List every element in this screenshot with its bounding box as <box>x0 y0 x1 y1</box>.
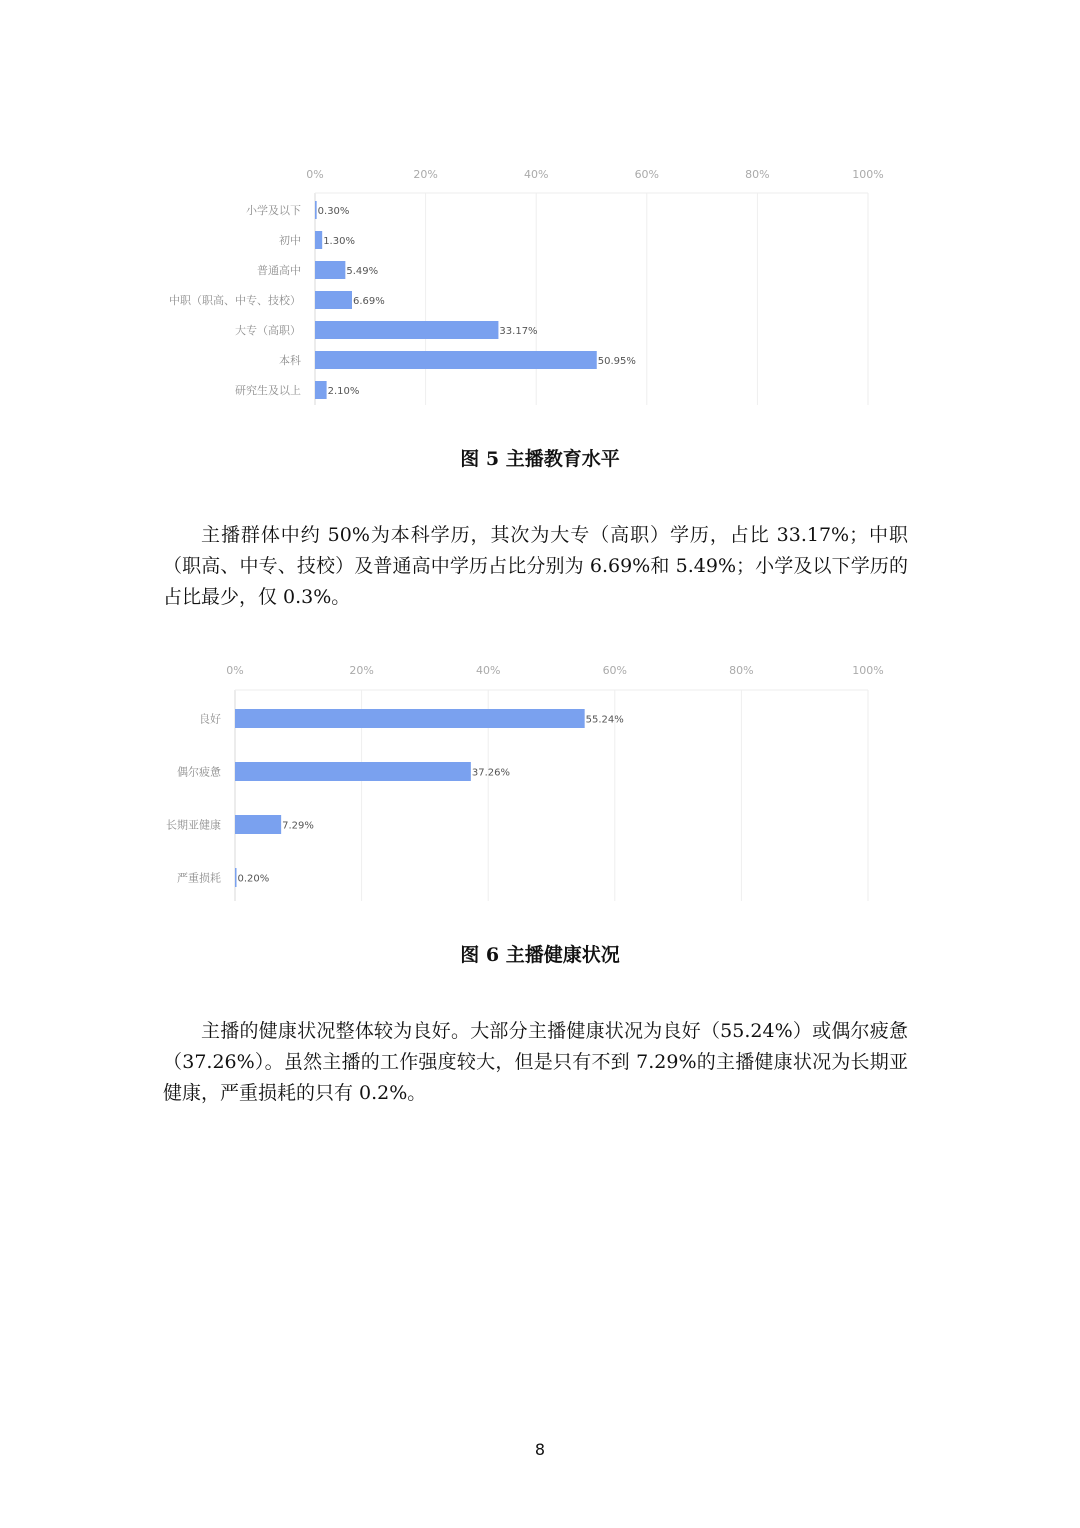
data-label: 5.49% <box>346 266 379 277</box>
data-label: 37.26% <box>471 767 510 779</box>
x-tick-label: 100% <box>852 664 884 677</box>
data-label: 1.30% <box>323 236 355 247</box>
bar <box>235 762 471 781</box>
x-tick-label: 40% <box>523 168 549 181</box>
bar <box>235 815 281 834</box>
bar <box>315 291 352 309</box>
bar <box>315 351 597 369</box>
data-label: 2.10% <box>327 386 360 397</box>
data-label: 50.95% <box>597 356 636 367</box>
category-label: 普通高中 <box>257 264 301 277</box>
x-tick-label: 100% <box>852 168 884 181</box>
health-bar-chart-svg <box>150 656 910 916</box>
data-label: 7.29% <box>282 820 314 832</box>
figure-6-caption: 图 6 主播健康状况 <box>460 944 620 966</box>
category-label: 本科 <box>279 354 301 367</box>
category-label: 偶尔疲惫 <box>177 765 221 779</box>
x-tick-label: 20% <box>413 168 438 181</box>
health-paragraph: 主播的健康状况整体较为良好。大部分主播健康状况为良好（55.24%）或偶尔疲惫（37.26%）。虽然主播的工作强度较大，但是只有不到 7.29%的主播健康状况为长期亚健康，严重损耗的只有 0.2%。 <box>163 1020 908 1104</box>
x-tick-label: 20% <box>349 664 374 677</box>
category-label: 大专（高职） <box>235 324 301 337</box>
x-tick-label: 60% <box>634 168 660 181</box>
education-level-chart <box>150 160 910 420</box>
x-tick-label: 80% <box>729 664 754 677</box>
data-label: 33.17% <box>499 326 538 337</box>
category-label: 长期亚健康 <box>166 818 221 832</box>
bar <box>315 321 498 339</box>
data-label: 0.20% <box>237 873 270 885</box>
education-paragraph: 主播群体中约 50%为本科学历，其次为大专（高职）学历，占比 33.17%；中职（职高、中专、技校）及普通高中学历占比分别为 6.69%和 5.49%；小学及以下学历的占比最少，仅 0.3%。 <box>163 524 908 608</box>
bar <box>315 201 317 219</box>
category-label: 研究生及以上 <box>235 384 301 397</box>
education-bar-chart-svg <box>150 160 910 420</box>
bar <box>235 709 585 728</box>
data-label: 0.30% <box>317 206 350 217</box>
bar <box>235 868 237 887</box>
health-status-chart <box>150 656 910 916</box>
x-tick-label: 0% <box>226 664 244 677</box>
bar <box>315 261 345 279</box>
data-label: 55.24% <box>585 714 624 726</box>
x-tick-label: 40% <box>475 664 501 677</box>
x-tick-label: 80% <box>745 168 770 181</box>
page-number: 8 <box>534 1440 546 1459</box>
bar <box>315 381 327 399</box>
category-label: 初中 <box>279 234 301 247</box>
data-label: 6.69% <box>352 296 385 307</box>
figure-5-caption: 图 5 主播教育水平 <box>460 448 620 470</box>
category-label: 中职（职高、中专、技校） <box>169 294 301 307</box>
category-label: 严重损耗 <box>177 871 221 885</box>
x-tick-label: 60% <box>602 664 628 677</box>
x-tick-label: 0% <box>306 168 324 181</box>
bar <box>315 231 322 249</box>
category-label: 小学及以下 <box>246 204 301 217</box>
category-label: 良好 <box>199 712 221 726</box>
